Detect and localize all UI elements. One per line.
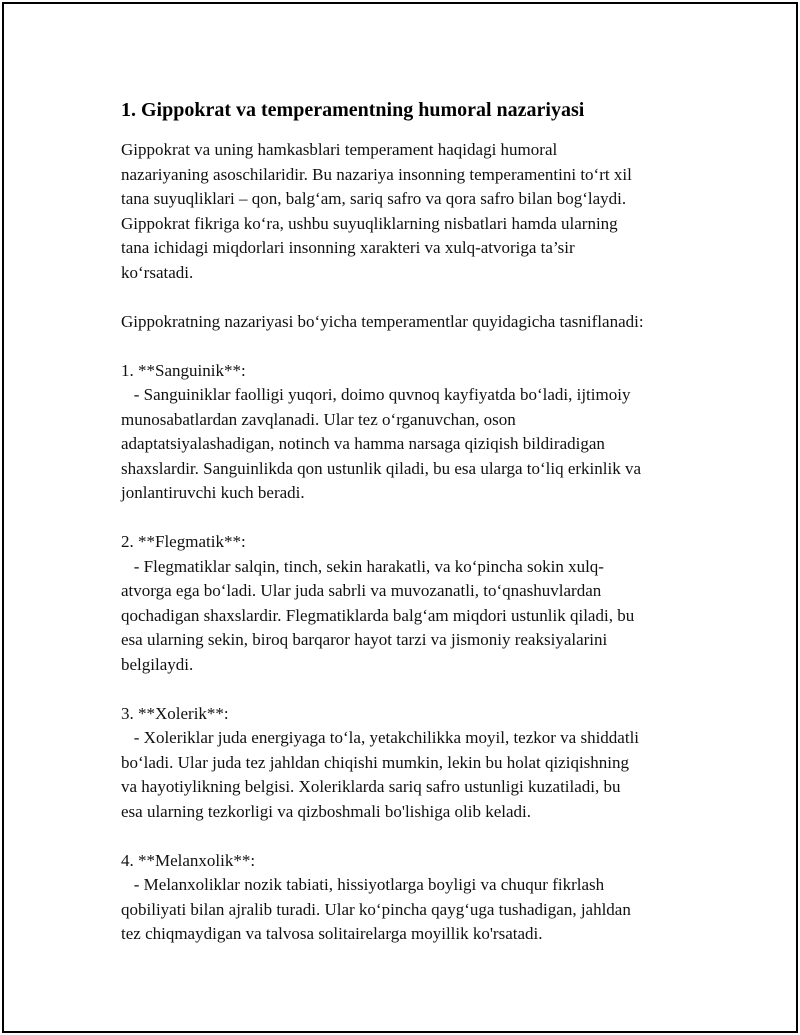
lead-paragraph: Gippokratning nazariyasi bo‘yicha temperamentlar quyidagicha tasniflanadi: bbox=[121, 311, 644, 331]
section-heading: 4. **Melanxolik**: bbox=[121, 850, 256, 870]
section-sanguinik bbox=[121, 359, 691, 506]
section-body: - Flegmatiklar salqin, tinch, sekin harakatli, va ko‘pincha sokin xulq- atvorga ega bo‘ladi. Ular juda sabrli va muvozanatli, to‘qnashuvlardan qochadigan shaxslardir. Flegmatiklarda balg‘am miqdori ustunlik qiladi, bu esa ularning sekin, biroq barqaror hayot tarzi va jismoniy reaksiyalarini belgilaydi. bbox=[121, 556, 635, 674]
section-xolerik bbox=[121, 702, 691, 825]
section-body: - Xoleriklar juda energiyaga to‘la, yetakchilikka moyil, tezkor va shiddatli bo‘ladi. Ular juda tez jahldan chiqishi mumkin, lekin bu holat qiziqishning va hayotiylikning belgisi. Xoleriklarda sariq safro ustunligi kuzatiladi, bu esa ularning tezkorligi va qizboshmali bo'lishiga olib keladi. bbox=[121, 728, 640, 821]
page-frame bbox=[2, 2, 798, 1033]
paragraph-gap bbox=[121, 824, 691, 849]
document-body bbox=[121, 96, 691, 947]
section-heading: 3. **Xolerik**: bbox=[121, 703, 229, 723]
section-body: - Sanguiniklar faolligi yuqori, doimo quvnoq kayfiyatda bo‘ladi, ijtimoiy munosabatlardan zavqlanadi. Ular tez o‘rganuvchan, oson adaptatsiyalashadigan, notinch va hamma narsaga qiziqish bildiradigan shaxslardir. Sanguinlikda qon ustunlik qiladi, bu esa ularga to‘liq erkinlik va jonlantiruvchi kuch beradi. bbox=[121, 385, 641, 502]
document-title: 1. Gippokrat va temperamentning humoral nazariyasi bbox=[121, 99, 585, 121]
paragraph-gap bbox=[121, 285, 691, 310]
paragraph-gap bbox=[121, 334, 691, 359]
section-heading: 1. **Sanguinik**: bbox=[121, 360, 246, 380]
section-heading: 2. **Flegmatik**: bbox=[121, 532, 246, 551]
intro-paragraph: Gippokrat va uning hamkasblari temperament haqidagi humoral nazariyaning asoschilaridir. Bu nazariya insonning temperamentini to‘rt xil tana suyuqliklari – qon, balg‘am, sariq safro va qora safro bilan bog‘laydi. Gippokrat fikriga ko‘ra, ushbu suyuqliklarning nisbatlari hamda ularning tana ichidagi miqdorlari insonning xarakteri va xulq-atvoriga ta’sir ko‘rsatadi. bbox=[121, 140, 632, 282]
paragraph-gap bbox=[121, 677, 691, 702]
section-body: - Melanxoliklar nozik tabiati, hissiyotlarga boyligi va chuqur fikrlash qobiliyati bilan ajralib turadi. Ular ko‘pincha qayg‘uga tushadigan, jahldan tez chiqmaydigan va talvosa solitairelarga moyillik ko'rsatadi. bbox=[121, 875, 631, 943]
section-flegmatik bbox=[121, 530, 691, 677]
paragraph-gap bbox=[121, 506, 691, 531]
section-melanxolik bbox=[121, 849, 691, 947]
